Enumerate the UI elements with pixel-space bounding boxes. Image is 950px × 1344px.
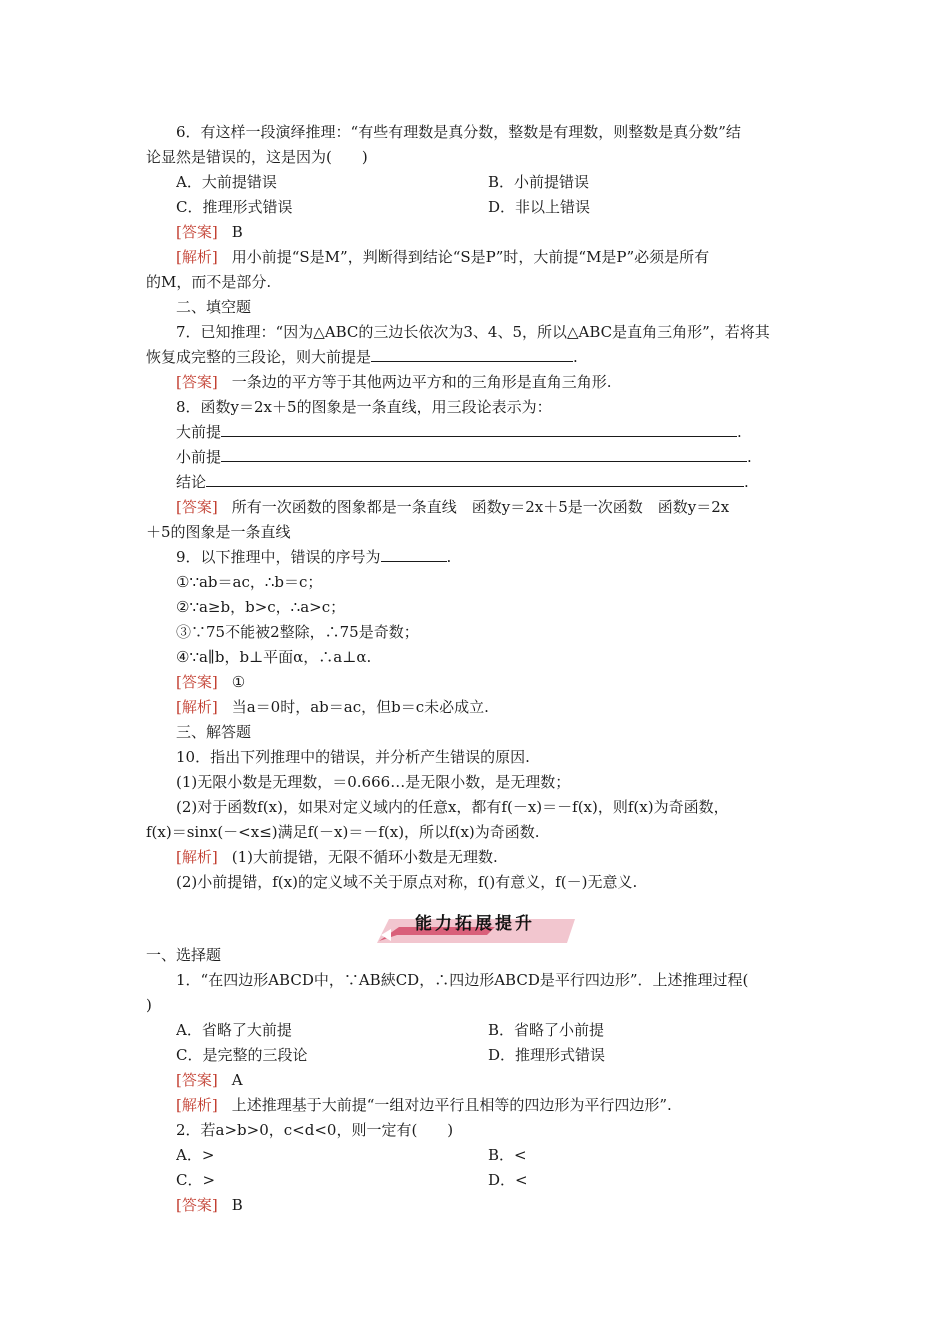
q6-analysis-cont: 的M，而不是部分. (146, 273, 272, 291)
q8-minor-premise: 小前提 . (176, 445, 814, 470)
p1-stem: 1．“在四边形ABCD中，∵AB綊CD，∴四边形ABCD是平行四边形”．上述推理过程( (176, 971, 749, 989)
q10-analysis: [解析] (1)大前提错，无限不循环小数是无理数. (176, 848, 498, 866)
q9-item-2: ②∵a≥b，b>c，∴a>c； (176, 598, 346, 616)
q10-part-1: (1)无限小数是无理数，＝0.666…是无限小数，是无理数； (176, 773, 571, 791)
q9-item-4: ④∵a∥b，b⊥平面α，∴a⊥α. (176, 648, 372, 666)
blank-line (221, 445, 747, 462)
analysis-tag: [解析] (176, 698, 218, 716)
p1-answer: [答案] A (176, 1071, 243, 1089)
q6-stem: 6．有这样一段演绎推理：“有些有理数是真分数，整数是有理数，则整数是真分数”结 (176, 123, 741, 141)
p1-stem-cont: ) (146, 996, 152, 1014)
q7-stem: 7．已知推理：“因为△ABC的三边长依次为3、4、5，所以△ABC是直角三角形”，若将其 (176, 323, 770, 341)
q7-stem-cont: 恢复成完整的三段论，则大前提是 . (146, 345, 814, 370)
p1-analysis: [解析] 上述推理基于大前提“一组对边平行且相等的四边形为平行四边形”. (176, 1096, 672, 1114)
answer-tag: [答案] (176, 1196, 218, 1214)
section-choice: 一、选择题 (146, 946, 222, 964)
analysis-tag: [解析] (176, 248, 218, 266)
banner-title: 能力拓展提升 (415, 914, 535, 934)
blank-line (381, 545, 447, 562)
p2-answer: [答案] B (176, 1196, 243, 1214)
answer-tag: [答案] (176, 373, 218, 391)
q10-stem: 10．指出下列推理中的错误，并分析产生错误的原因. (176, 748, 530, 766)
analysis-tag: [解析] (176, 848, 218, 866)
answer-tag: [答案] (176, 673, 218, 691)
answer-tag: [答案] (176, 498, 218, 516)
q8-answer-cont: ＋5的图象是一条直线 (146, 523, 291, 541)
blank-line (206, 470, 744, 487)
q10-part-2: (2)对于函数f(x)，如果对定义域内的任意x，都有f(－x)＝－f(x)，则f(x)为奇函数， (176, 798, 729, 816)
q8-stem: 8．函数y＝2x＋5的图象是一条直线，用三段论表示为： (176, 398, 552, 416)
answer-tag: [答案] (176, 223, 218, 241)
p2-options-cd: C．> D．< (176, 1171, 528, 1189)
q8-major-premise: 大前提 . (176, 420, 814, 445)
section-solve: 三、解答题 (176, 723, 252, 741)
section-fill-blank: 二、填空题 (176, 298, 252, 316)
q9-item-1: ①∵ab＝ac，∴b＝c； (176, 573, 323, 591)
q6-options-cd: C．推理形式错误 D．非以上错误 (176, 198, 591, 216)
q10-part-2-cont: f(x)＝sinx(－<x≤)满足f(－x)＝－f(x)，所以f(x)为奇函数. (146, 823, 540, 841)
p1-options-ab: A．省略了大前提 B．省略了小前提 (176, 1021, 605, 1039)
answer-tag: [答案] (176, 1071, 218, 1089)
blank-line (221, 420, 737, 437)
q6-answer: [答案] B (176, 223, 243, 241)
p2-stem: 2．若a>b>0，c<d<0，则一定有( ) (176, 1121, 454, 1139)
q9-analysis: [解析] 当a＝0时，ab＝ac，但b＝c未必成立. (176, 698, 489, 716)
q9-stem: 9．以下推理中，错误的序号为 . (176, 545, 814, 570)
q8-answer: [答案] 所有一次函数的图象都是一条直线 函数y＝2x＋5是一次函数 函数y＝2x (176, 498, 730, 516)
q9-answer: [答案] ① (176, 673, 246, 691)
blank-line (371, 345, 573, 362)
q10-analysis-cont: (2)小前提错，f(x)的定义域不关于原点对称，f()有意义，f(－)无意义. (176, 873, 638, 891)
p1-options-cd: C．是完整的三段论 D．推理形式错误 (176, 1046, 606, 1064)
analysis-tag: [解析] (176, 1096, 218, 1114)
section-banner (375, 905, 575, 945)
q6-options-ab: A．大前提错误 B．小前提错误 (176, 173, 590, 191)
q9-item-3: ③∵75不能被2整除，∴75是奇数； (176, 623, 419, 641)
p2-options-ab: A．> B．< (176, 1146, 527, 1164)
q8-conclusion: 结论 . (176, 470, 814, 495)
q6-stem-cont: 论显然是错误的，这是因为( ) (146, 148, 368, 166)
q6-analysis: [解析] 用小前提“S是M”，判断得到结论“S是P”时，大前提“M是P”必须是所有 (176, 248, 710, 266)
q7-answer: [答案] 一条边的平方等于其他两边平方和的三角形是直角三角形. (176, 373, 612, 391)
